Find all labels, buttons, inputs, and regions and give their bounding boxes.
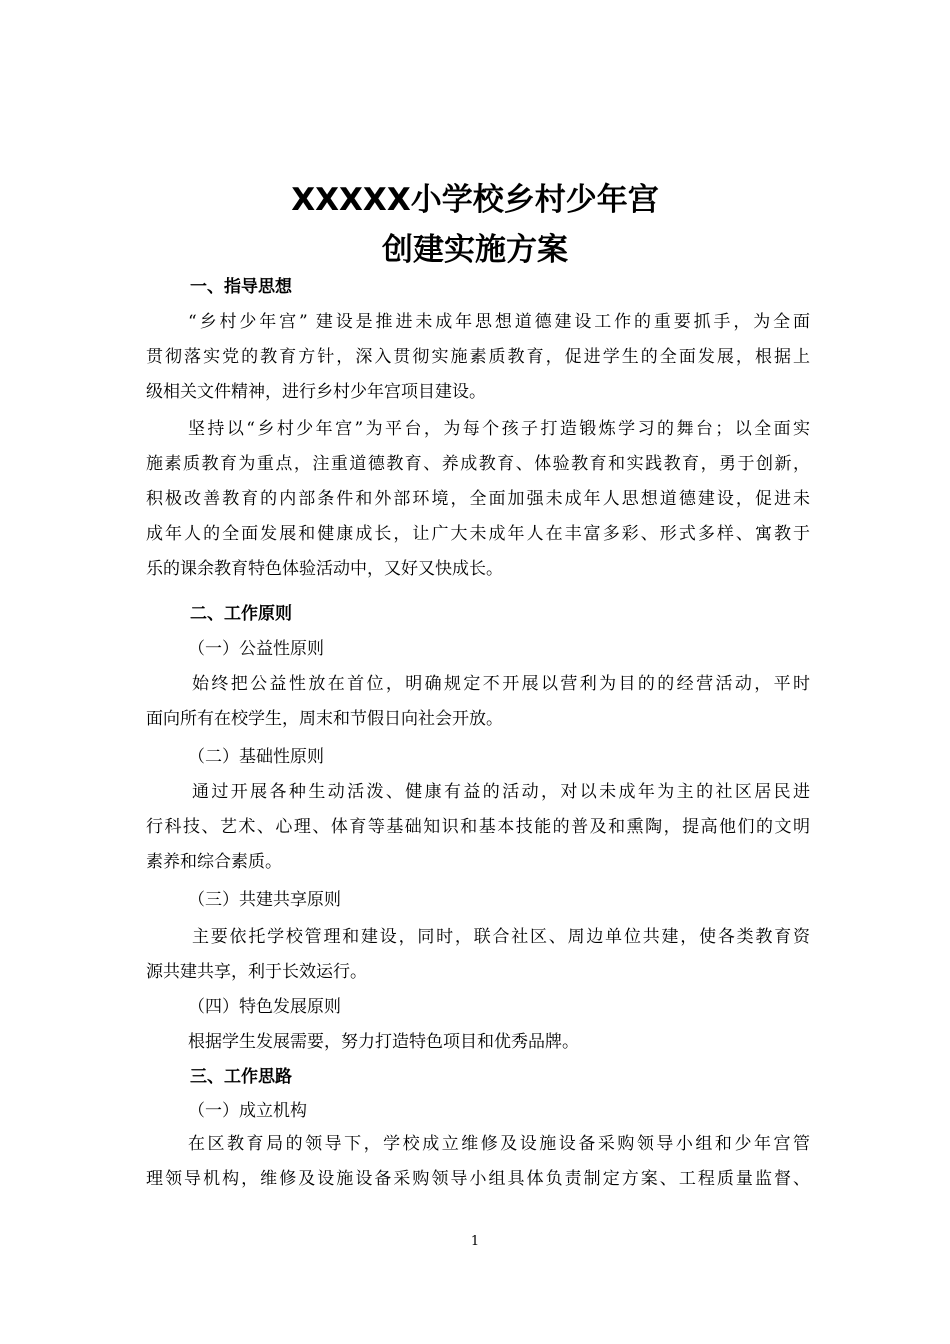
paragraph-line: 根据学生发展需要，努力打造特色项目和优秀品牌。 [188, 1032, 579, 1052]
paragraph-line: 坚持以“乡村少年宫”为平台，为每个孩子打造锻炼学习的舞台；以全面实 [188, 419, 810, 439]
paragraph-line: 施素质教育为重点，注重道德教育、养成教育、体验教育和实践教育，勇于创新， [146, 454, 810, 474]
document-title-line2: 创建实施方案 [382, 232, 568, 268]
paragraph-s2-p3 [146, 920, 810, 990]
subheading-foundational: （二）基础性原则 [188, 747, 324, 767]
paragraph-s1-p1 [146, 305, 810, 410]
paragraph-s2-p1 [146, 667, 810, 737]
subheading-establish-organization: （一）成立机构 [188, 1101, 307, 1121]
paragraph-s1-p2 [146, 412, 810, 587]
paragraph-line: 理领导机构，维修及设施设备采购领导小组具体负责制定方案、工程质量监督、 [146, 1169, 810, 1189]
paragraph-s2-p2 [146, 775, 810, 880]
paragraph-line: 行科技、艺术、心理、体育等基础知识和基本技能的普及和熏陶，提高他们的文明 [146, 817, 810, 837]
paragraph-line: 素养和综合素质。 [146, 852, 282, 872]
paragraph-line: 成年人的全面发展和健康成长，让广大未成年人在丰富多彩、形式多样、寓教于 [146, 524, 810, 544]
paragraph-s3-p1 [146, 1127, 810, 1197]
document-title-line1: XXXXX小学校乡村少年宫 [291, 182, 659, 218]
paragraph-line: 贯彻落实党的教育方针，深入贯彻实施素质教育，促进学生的全面发展，根据上 [146, 347, 810, 367]
section-heading-work-principles: 二、工作原则 [190, 604, 292, 624]
paragraph-line: 始终把公益性放在首位，明确规定不开展以营利为目的的经营活动，平时 [192, 674, 810, 694]
paragraph-line: 级相关文件精神，进行乡村少年宫项目建设。 [146, 382, 486, 402]
section-heading-guiding-ideology: 一、指导思想 [190, 277, 292, 297]
paragraph-line: 通过开展各种生动活泼、健康有益的活动，对以未成年为主的社区居民进 [192, 782, 810, 802]
subheading-featured-development: （四）特色发展原则 [188, 997, 341, 1017]
paragraph-s2-p4 [146, 1025, 810, 1060]
section-heading-work-approach: 三、工作思路 [190, 1067, 292, 1087]
paragraph-line: 乐的课余教育特色体验活动中，又好又快成长。 [146, 559, 503, 579]
paragraph-line: 主要依托学校管理和建设，同时，联合社区、周边单位共建，使各类教育资 [192, 927, 810, 947]
subheading-co-construction: （三）共建共享原则 [188, 890, 341, 910]
paragraph-line: 面向所有在校学生，周末和节假日向社会开放。 [146, 709, 503, 729]
paragraph-line: 积极改善教育的内部条件和外部环境，全面加强未成年人思想道德建设，促进未 [146, 489, 810, 509]
paragraph-line: 在区教育局的领导下，学校成立维修及设施设备采购领导小组和少年宫管 [188, 1134, 810, 1154]
paragraph-line: “乡村少年宫” 建设是推进未成年思想道德建设工作的重要抓手，为全面 [188, 312, 810, 332]
paragraph-line: 源共建共享，利于长效运行。 [146, 962, 367, 982]
subheading-public-welfare: （一）公益性原则 [188, 639, 324, 659]
page-number: 1 [470, 1234, 480, 1249]
